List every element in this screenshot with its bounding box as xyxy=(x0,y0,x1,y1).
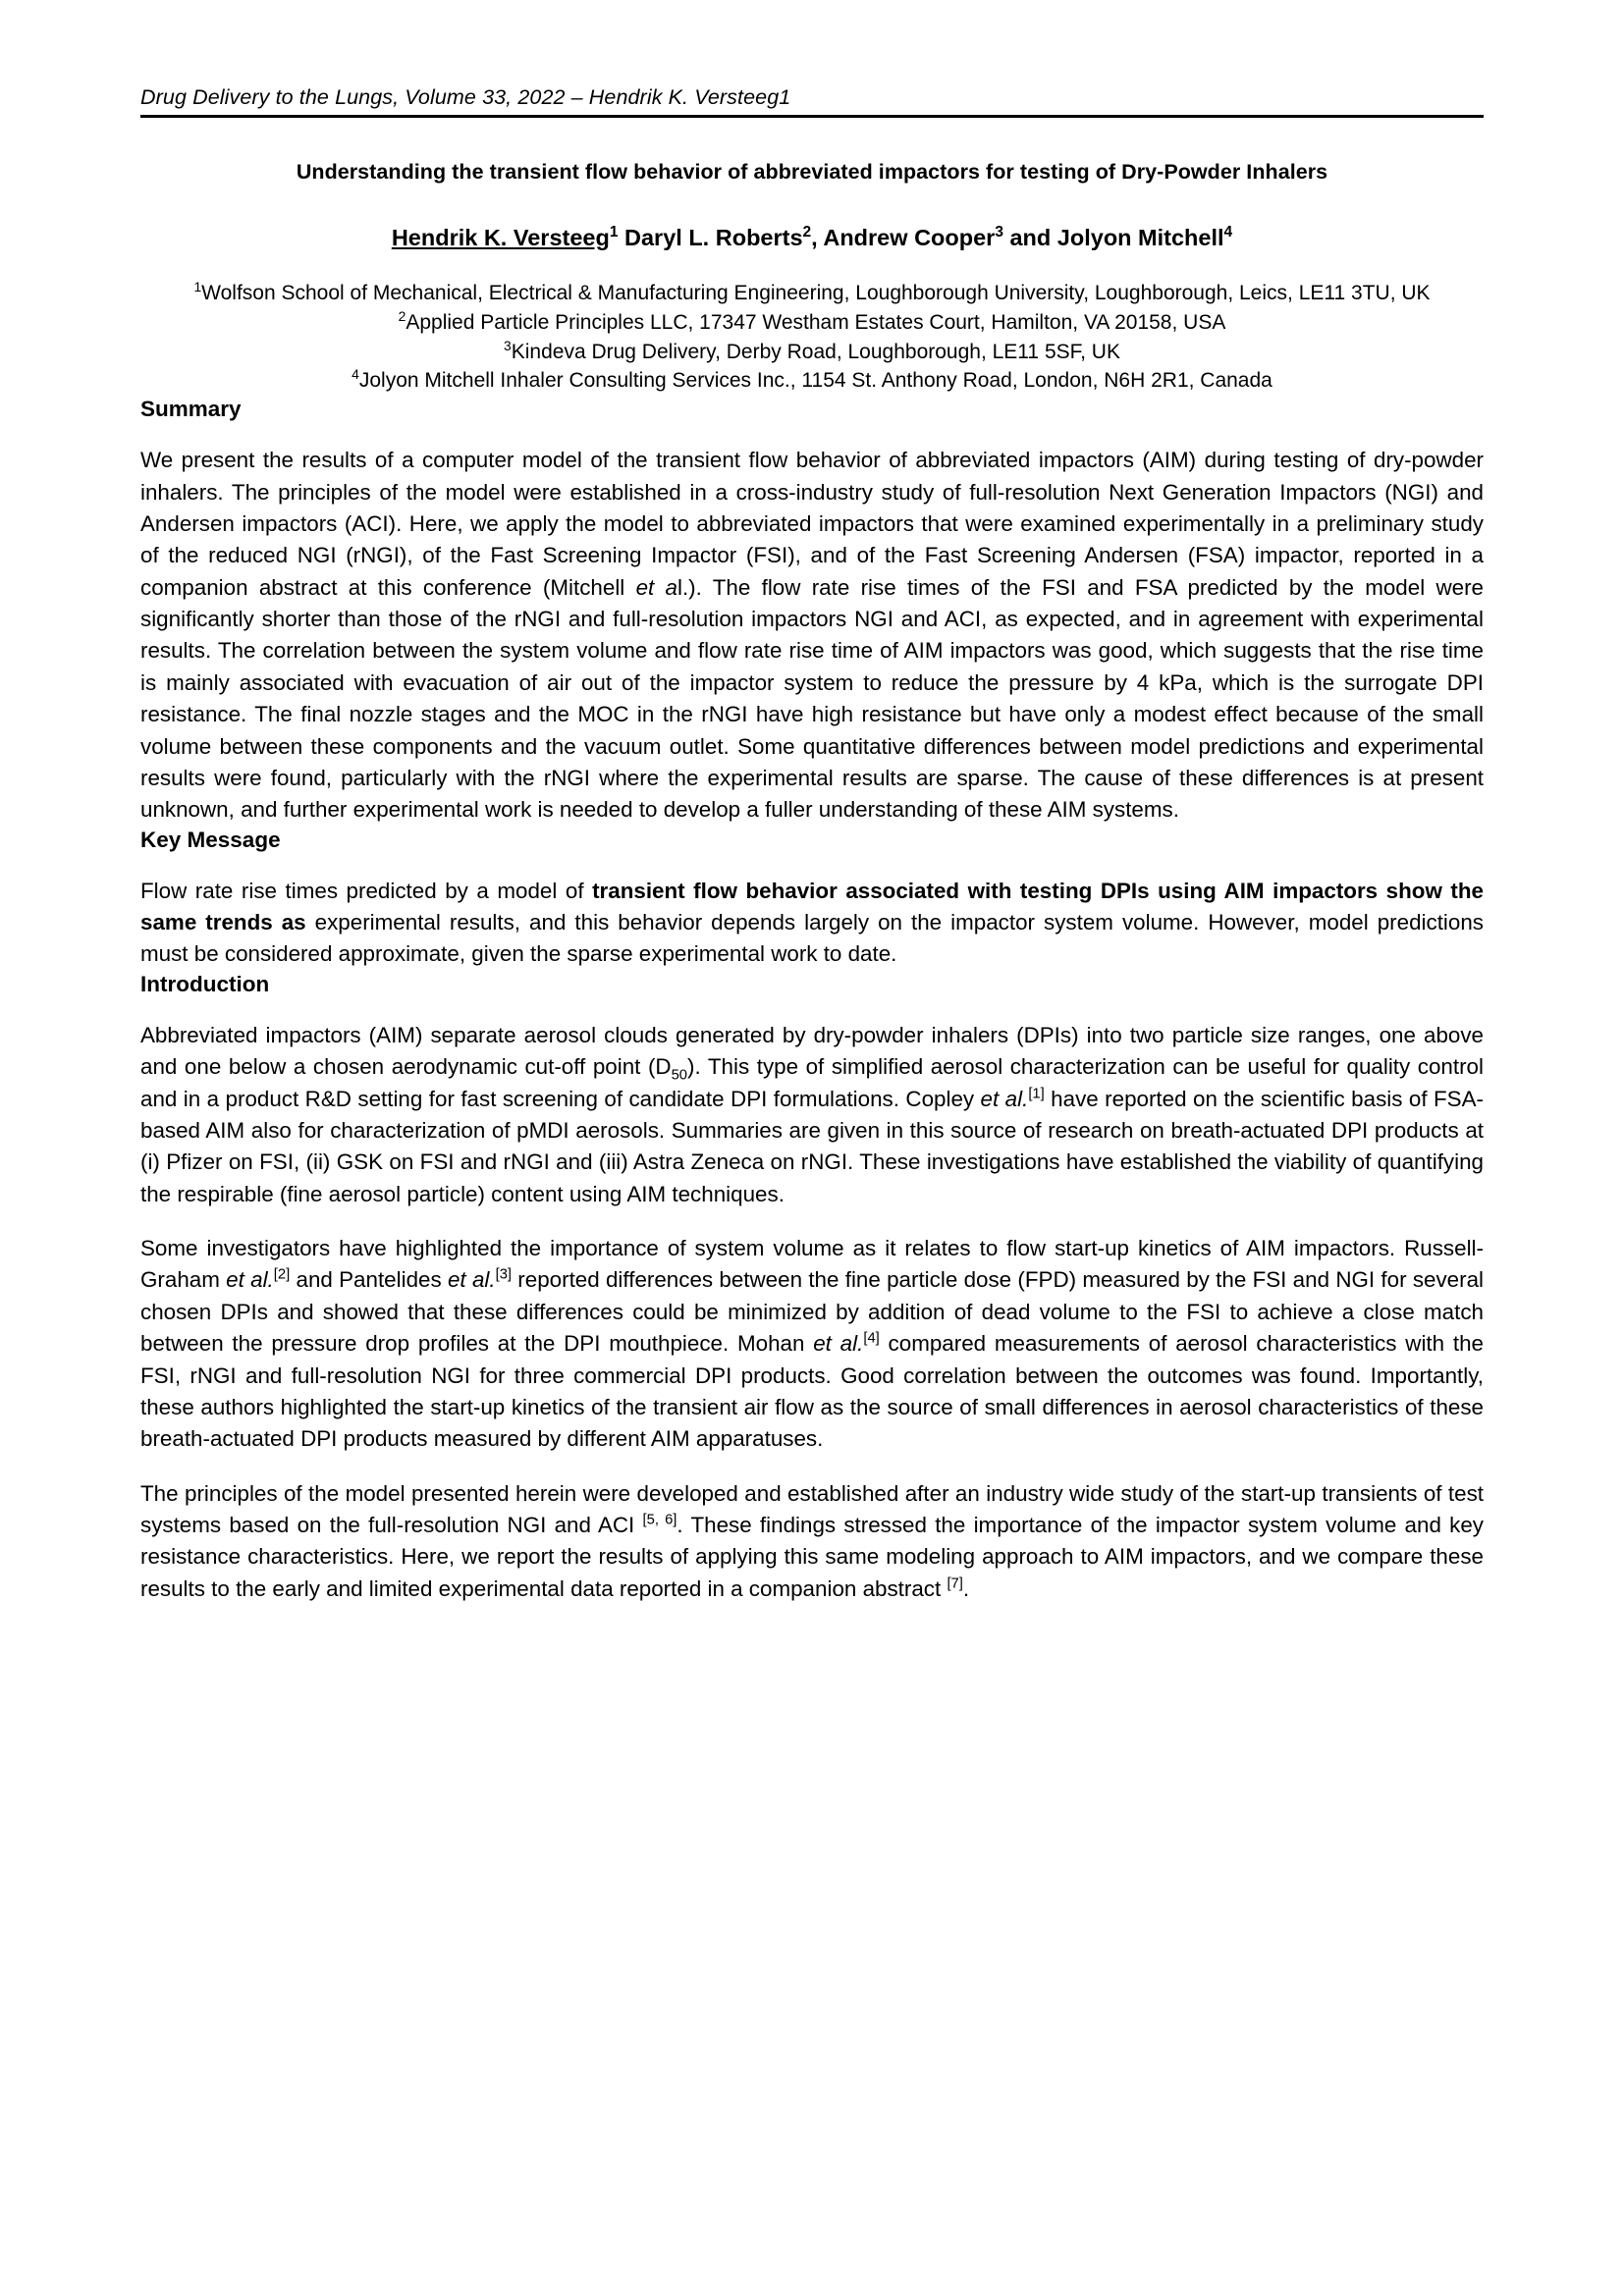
affiliation-marker: 2 xyxy=(398,307,406,324)
affiliation-list xyxy=(140,279,1484,396)
intro1-text-b: ). This type of simplified aerosol characterization can be useful for quality control and in a product R&D setting for fast screening of candidate DPI formulations. Copley xyxy=(140,1054,1484,1111)
author-sup-1: 1 xyxy=(609,223,619,240)
affiliation-item xyxy=(140,308,1484,338)
section-heading-summary: Summary xyxy=(140,397,242,422)
citation-2: [2] xyxy=(273,1266,291,1283)
citation-1: [1] xyxy=(1028,1086,1045,1102)
author-sup-2: 2 xyxy=(802,223,812,240)
affiliation-text: Kindeva Drug Delivery, Derby Road, Loughborough, LE11 5SF, UK xyxy=(511,340,1120,363)
author-name-4: Jolyon Mitchell xyxy=(1056,224,1224,250)
author-name-2: Daryl L. Roberts xyxy=(624,224,803,250)
summary-text-a: We present the results of a computer model of the transient flow behavior of abbreviated impactors (AIM) during testing of dry-powder inhalers. The principles of the model were established in a cross-industry study of full-resolution Next Generation Impactors (NGI) and Andersen impactors (ACI). Here, we apply the model to abbreviated impactors that were examined experimentally in a preliminary study of the reduced NGI (rNGI), of the Fast Screening Impactor (FSI), and of the Fast Screening Andersen (FSA) impactor, reported in a companion abstract at this conference (Mitchell xyxy=(140,448,1484,600)
intro2-etal-2: et al. xyxy=(447,1267,496,1293)
author-name-3: Andrew Cooper xyxy=(823,224,996,250)
intro-paragraph-2 xyxy=(140,1233,1484,1456)
header-divider xyxy=(140,115,1484,118)
affiliation-marker: 3 xyxy=(504,337,512,353)
intro2-text-a: Some investigators have highlighted the importance of system volume as it relates to flow start-up kinetics of AIM impactors. Russell-Graham xyxy=(140,1236,1484,1293)
affiliation-marker: 4 xyxy=(352,366,359,383)
intro3-text-b: . These findings stressed the importance of the impactor system volume and key resistance characteristics. Here, we report the results of applying this same modeling approach to AIM impactors, and we compare these results to the early and limited experimental data reported in a companion abstract xyxy=(140,1513,1485,1601)
section-heading-key-message: Key Message xyxy=(140,827,281,852)
summary-paragraph xyxy=(140,445,1484,827)
intro2-etal-3: et al. xyxy=(813,1331,864,1357)
intro3-text-c: . xyxy=(962,1575,970,1601)
key-message-paragraph xyxy=(140,876,1484,971)
author-sep-2: , xyxy=(811,224,824,250)
author-sup-4: 4 xyxy=(1223,223,1233,240)
summary-text-b: l.). The flow rate rise times of the FSI and FSA predicted by the model were significantly shorter than those of the rNGI and full-resolution impactors NGI and ACI, as expected, and in agreement with experimental results. The correlation between the system volume and flow rate rise time of AIM impactors was good, which suggests that the rise time is mainly associated with evacuation of air out of the impactor system to reduce the pressure by 4 kPa, which is the surrogate DPI resistance. The final nozzle stages and the MOC in the rNGI have high resistance but have only a modest effect because of the small volume between these components and the vacuum outlet. Some quantitative differences between model predictions and experimental results were found, particularly with the rNGI where the experimental results are sparse. The cause of these differences is at present unknown, and further experimental work is needed to develop a fuller understanding of these AIM systems. xyxy=(140,574,1484,823)
citation-3: [3] xyxy=(495,1266,513,1283)
citation-5-6: [5, 6] xyxy=(642,1512,677,1528)
affiliation-text: Jolyon Mitchell Inhaler Consulting Services Inc., 1154 St. Anthony Road, London, N6H 2R1, Canada xyxy=(358,369,1272,393)
intro1-subscript: 50 xyxy=(671,1067,688,1084)
summary-etal: et a xyxy=(635,574,677,600)
intro2-text-c: reported differences between the fine particle dose (FPD) measured by the FSI and NGI for several chosen DPIs and showed that these differences could be minimized by addition of dead volume to the FSI to achieve a close match between the pressure drop profiles at the DPI mouthpiece. Mohan xyxy=(140,1267,1484,1357)
section-heading-introduction: Introduction xyxy=(140,971,270,996)
intro1-text-c: have reported on the scientific basis of FSA-based AIM also for characterization of pMDI aerosols. Summaries are given in this source of research on breath-actuated DPI products at (i) Pfizer on FSI, (ii) GSK on FSI and rNGI and (iii) Astra Zeneca on rNGI. These investigations have established the viability of quantifying the respirable (fine aerosol particle) content using AIM techniques. xyxy=(140,1086,1484,1206)
citation-4: [4] xyxy=(863,1330,880,1347)
intro-paragraph-3 xyxy=(140,1478,1484,1606)
citation-7: [7] xyxy=(947,1575,963,1592)
author-name-1: Hendrik K. Versteeg xyxy=(391,224,610,250)
page-content xyxy=(140,0,1484,1605)
intro3-text-a: The principles of the model presented herein were developed and established after an industry wide study of the start-up transients of test systems based on the full-resolution NGI and ACI xyxy=(140,1480,1484,1538)
intro1-etal: et al. xyxy=(980,1086,1029,1111)
intro2-etal-1: et al. xyxy=(226,1267,274,1293)
intro2-text-d: compared measurements of aerosol characteristics with the FSI, rNGI and full-resolution NGI for three commercial DPI products. Good correlation between the outcomes was found. Importantly, these authors highlighted the start-up kinetics of the transient air flow as the source of small differences in aerosol characteristics of these breath-actuated DPI products measured by different AIM apparatuses. xyxy=(140,1331,1485,1452)
key-text-emphasis: transient flow behavior associated with testing DPIs using AIM impactors show the same trends as xyxy=(140,878,1484,935)
affiliation-item xyxy=(140,366,1484,396)
affiliation-marker: 1 xyxy=(193,278,202,294)
author-list xyxy=(140,224,1484,252)
intro2-text-b: and Pantelides xyxy=(290,1267,448,1293)
page-title: Understanding the transient flow behavior of abbreviated impactors for testing of Dry-Powder Inhalers xyxy=(296,159,1328,184)
intro1-text-a: Abbreviated impactors (AIM) separate aerosol clouds generated by dry-powder inhalers (DPIs) into two particle size ranges, one above and one below a chosen aerodynamic cut-off point (D xyxy=(140,1022,1484,1080)
affiliation-text: Wolfson School of Mechanical, Electrical & Manufacturing Engineering, Loughborough University, Loughborough, Leics, LE11 3TU, UK xyxy=(201,281,1431,304)
affiliation-item xyxy=(140,279,1484,308)
author-sup-3: 3 xyxy=(995,223,1003,240)
affiliation-text: Applied Particle Principles LLC, 17347 Westham Estates Court, Hamilton, VA 20158, USA xyxy=(406,310,1226,334)
key-text-a: Flow rate rise times predicted by a model of xyxy=(140,878,593,903)
affiliation-item xyxy=(140,338,1484,367)
intro-paragraph-1 xyxy=(140,1020,1484,1210)
author-sep-3: and xyxy=(1002,224,1057,250)
running-header: Drug Delivery to the Lungs, Volume 33, 2022 – Hendrik K. Versteeg1 xyxy=(140,85,791,109)
key-text-b: experimental results, and this behavior depends largely on the impactor system volume. However, model predictions must be considered approximate, given the sparse experimental work to date. xyxy=(140,910,1484,967)
